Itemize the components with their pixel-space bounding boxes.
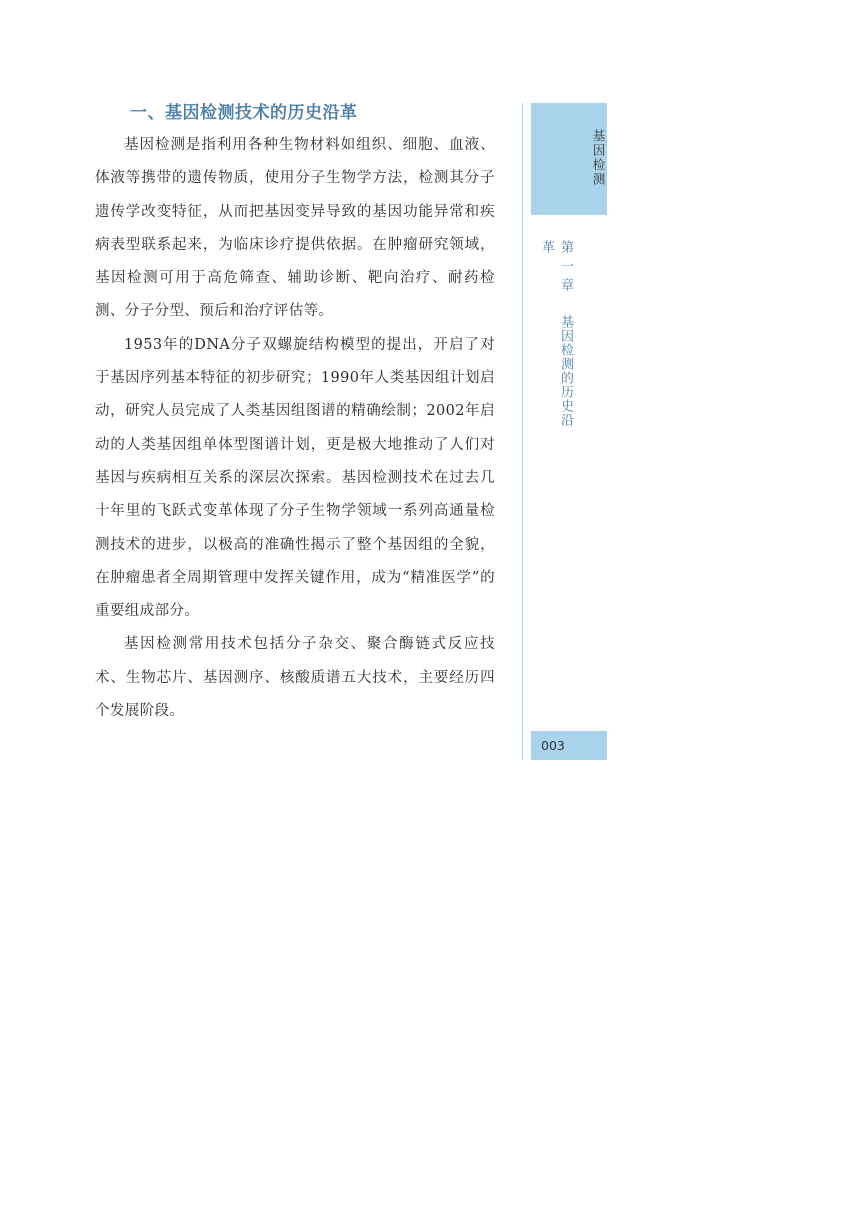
book-title-tab xyxy=(531,103,607,215)
section-title: 一、基因检测技术的历史沿革 xyxy=(130,103,358,123)
paragraph: 基因检测常用技术包括分子杂交、聚合酶链式反应技术、生物芯片、基因测序、核酸质谱五大技术，主要经历四个发展阶段。 xyxy=(95,636,495,720)
page-number: 003 xyxy=(531,731,607,760)
book-title-label: 基因检测 xyxy=(591,129,606,187)
paragraph: 1953年的DNA分子双螺旋结构模型的提出，开启了对于基因序列基本特征的初步研究；1990年人类基因组计划启动，研究人员完成了人类基因组图谱的精确绘制；2002年启动的人类基因组单体型图谱计划，更是极大地推动了人们对基因与疾病相互关系的深层次探索。基因检测技术在过去几十年里的飞跃式变革体现了分子生物学领域一系列高通量检测技术的进步，以极高的准确性揭示了整个基因组的全貌，在肿瘤患者全周期管理中发挥关键作用，成为“精准医学”的重要组成部分。 xyxy=(95,336,495,620)
chapter-label: 第一章 xyxy=(558,240,573,297)
chapter-title: 基因检测的历史沿革 xyxy=(539,240,573,427)
paragraph: 基因检测是指利用各种生物材料如组织、细胞、血液、体液等携带的遗传物质，使用分子生物学方法，检测其分子遗传学改变特征，从而把基因变异导致的基因功能异常和疾病表型联系起来，为临床诊疗提供依据。在肿瘤研究领域，基因检测可用于高危筛查、辅助诊断、靶向治疗、耐药检测、分子分型、预后和治疗评估等。 xyxy=(95,137,495,320)
column-divider xyxy=(522,103,523,760)
chapter-running-head xyxy=(539,240,575,440)
body-text xyxy=(95,129,495,728)
